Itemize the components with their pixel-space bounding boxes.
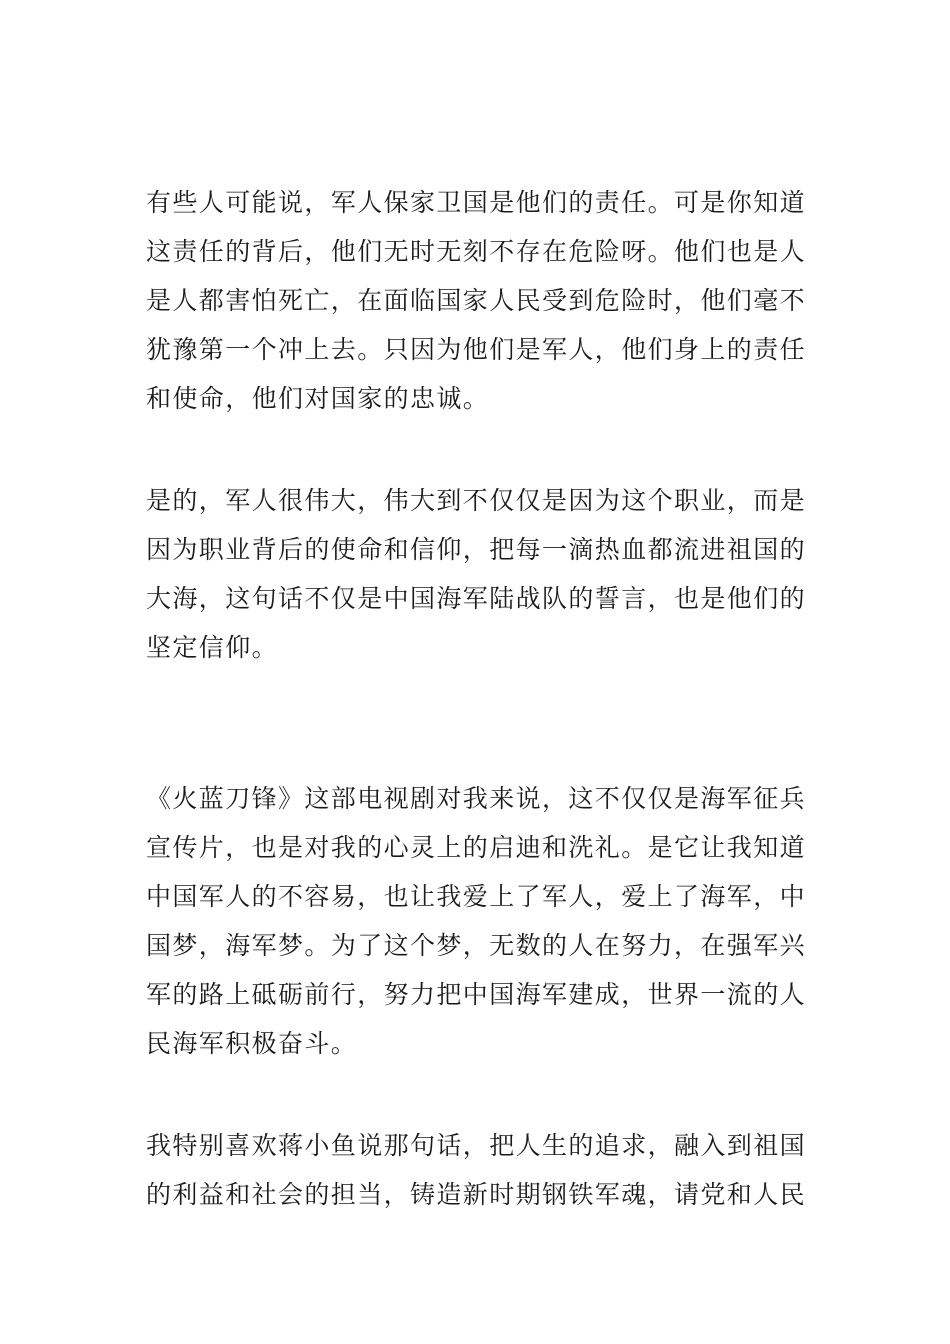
- paragraph-line: 坚定信仰。: [146, 633, 279, 662]
- paragraph-2: [146, 476, 806, 672]
- paragraph-1: [146, 178, 806, 423]
- paragraph-line: 是的，军人很伟大，伟大到不仅仅是因为这个职业，而是: [146, 486, 806, 515]
- paragraph-line: 中国军人的不容易，也让我爱上了军人，爱上了海军，中: [146, 882, 806, 911]
- paragraph-line: 是人都害怕死亡，在面临国家人民受到危险时，他们毫不: [146, 286, 806, 315]
- paragraph-line: 军的路上砥砺前行，努力把中国海军建成，世界一流的人: [146, 980, 806, 1009]
- paragraph-line: 因为职业背后的使命和信仰，把每一滴热血都流进祖国的: [146, 535, 806, 564]
- paragraph-line: 大海，这句话不仅是中国海军陆战队的誓言，也是他们的: [146, 584, 806, 613]
- paragraph-line: 这责任的背后，他们无时无刻不存在危险呀。他们也是人: [146, 237, 806, 266]
- paragraph-line: 国梦，海军梦。为了这个梦，无数的人在努力，在强军兴: [146, 931, 806, 960]
- paragraph-line: 有些人可能说，军人保家卫国是他们的责任。可是你知道: [146, 188, 806, 217]
- paragraph-line: 和使命，他们对国家的忠诚。: [146, 384, 490, 413]
- paragraph-line: 的利益和社会的担当，铸造新时期钢铁军魂，请党和人民: [146, 1180, 806, 1209]
- paragraph-line: 民海军积极奋斗。: [146, 1029, 358, 1058]
- paragraph-line: 宣传片，也是对我的心灵上的启迪和洗礼。是它让我知道: [146, 833, 806, 862]
- paragraph-line: 我特别喜欢蒋小鱼说那句话，把人生的追求，融入到祖国: [146, 1131, 806, 1160]
- paragraph-3: [146, 774, 806, 1068]
- paragraph-4: [146, 1121, 806, 1219]
- paragraph-line: 《火蓝刀锋》这部电视剧对我来说，这不仅仅是海军征兵: [146, 784, 806, 813]
- paragraph-line: 犹豫第一个冲上去。只因为他们是军人，他们身上的责任: [146, 335, 806, 364]
